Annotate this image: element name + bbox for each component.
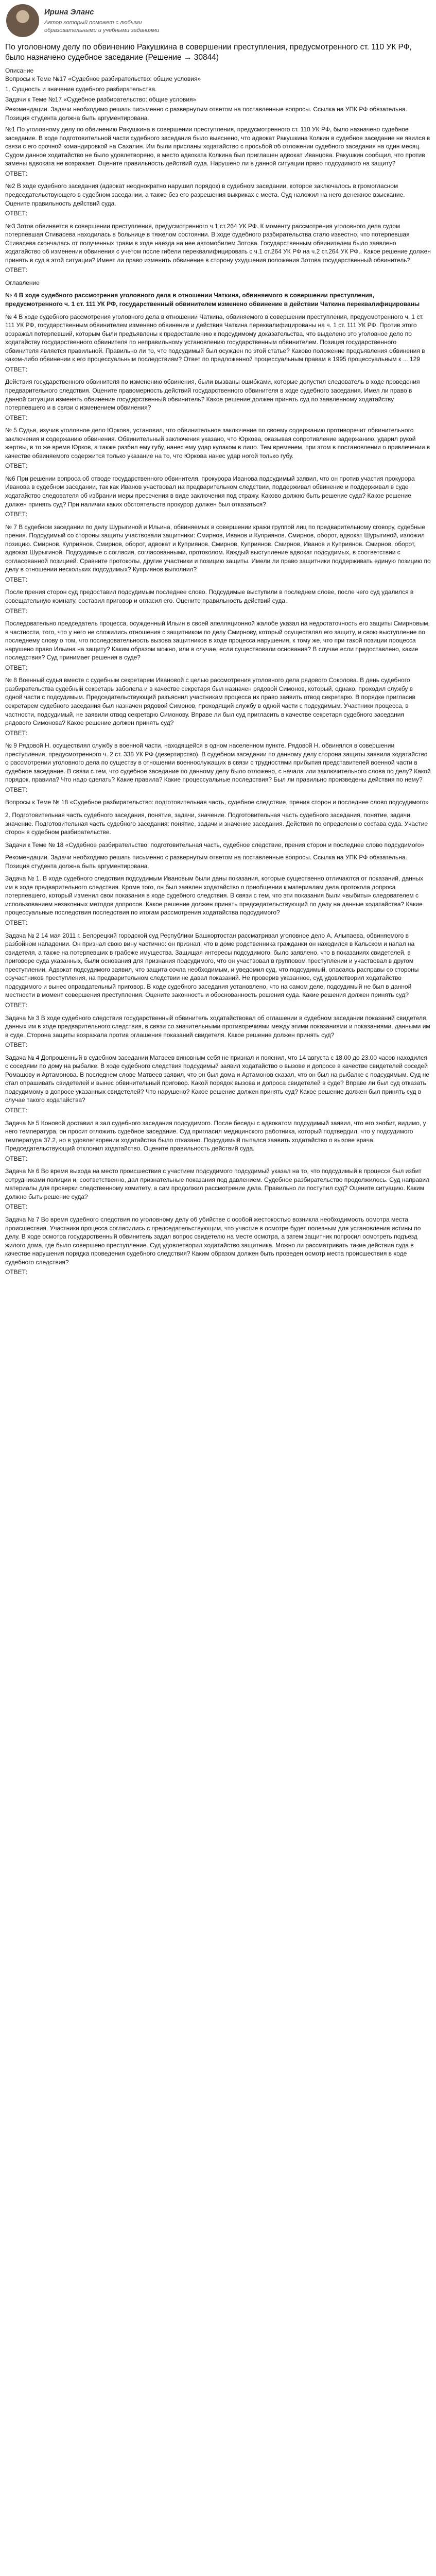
task-list [5, 125, 431, 1277]
task-text: Задача № 7 Во время судебного следствия по уголовному делу об убийстве с особой жестокостью возникла необходимость осмотра места происшествия. Участники процесса согласились с председательствующим, что участие в осмотре будет полезным для установления истины по делу. В ходе осмотра государственный обвинитель задал вопрос свидетелю на месте осмотра, а затем защитник попросил осмотреть подъезд жилого дома, где было совершено преступление. Суд удовлетворил ходатайство защитника. Можно ли рассматривать такие действия суда в качестве нарушения порядка проведения судебного следствия? Каким образом должен быть проведен осмотр места происшествия в ходе судебного следствия? [5, 1215, 421, 1266]
description-label: Описание [5, 66, 34, 74]
task-item [5, 676, 431, 737]
answer-label: ОТВЕТ: [5, 664, 28, 671]
task-item [5, 588, 431, 615]
task-text: №1 По уголовному делу по обвинению Ракушкина в совершении преступления, предусмотренного ст. 110 УК РФ, было назначено судебное заседание. В ходе подготовительной части судебного заседания было выяснено, что адвокат Ракушкина Колкин в судебное заседание не явился в связи с его срочной командировкой на Сахалин. Им были присланы ходатайство с просьбой об отложении судебного заседания на один месяц. Судом данное ходатайство не было удовлетворено, в место адвоката Колкина был приглашен адвокат Иванцова. Ракушкин сообщил, что против замены адвоката не возражает. Оцените правильность действий суда. Нарушено ли в данной ситуации право подсудимого на защиту? [5, 126, 430, 167]
task-item [5, 931, 431, 1010]
task-item [5, 182, 431, 217]
task-text: После прения сторон суд предоставил подсудимым последнее слово. Подсудимые выступили в последнем слове, после чего суд удалился в совещательную комнату, составил приговор и огласил его. Оцените правильность действий суда. [5, 588, 414, 604]
task-item [5, 1167, 431, 1211]
answer-label: ОТВЕТ: [5, 729, 28, 737]
task-item [5, 125, 431, 178]
task-item [5, 1054, 431, 1115]
intro-block [5, 75, 431, 122]
page-title: По уголовному делу по обвинению Ракушкина в совершении преступления, предусмотренного ст. 110 УК РФ, было назначено судебное заседание (Решение → 30844) [5, 43, 412, 62]
intro-line: Рекомендации. Задачи необходимо решать письменно с развернутым ответом на поставленные вопросы. Ссылка на УПК РФ обязательна. Позиция студента должна быть аргументирована. [5, 106, 407, 122]
answer-label: ОТВЕТ: [5, 919, 28, 927]
task-text: №3 Зотов обвиняется в совершении преступления, предусмотренного ч.1 ст.264 УК РФ. К моменту рассмотрения уголовного дела судом потерпевшая Стивасева находилась в больнице в тяжелом состоянии. В ходе судебного разбирательства стало известно, что потерпевшая Стивасева скончалась от полученных травм в ходе наезда на нее автомобилем Зотова. Государственным обвинителем было заявлено ходатайство об изменении обвинения с учетом после гибели переквалифицировать с ч.1 ст.264 УК РФ на ч.2 ст.264 УК РФ.. Какое решение должен принять в суд в этой ситуации? Имеет ли право изменить обвинение в сторону ухудшения положения Зотова государственный обвинитель? [5, 222, 431, 264]
task-text: Действия государственного обвинителя по изменению обвинения, были вызваны ошибками, которые допустил следователь в ходе проведения предварительного следствия. Оцените правомерность действий государственного обвинителя в ходе судебного заседания. Имел ли право в данной ситуации изменять обвинение государственный обвинитель? Какое решение должен принять суд по заявленному ходатайству потерпевшего и в связи с изменением обвинения? [5, 378, 420, 412]
task-text: №6 При решении вопроса об отводе государственного обвинителя, прокурора Иванова подсудимый заявил, что он против участия прокурора Иванова в судебном заседании, так как Иванов участвовал на предварительном следствии, поддерживал обвинение и поддерживал в суде ходатайство следователя об избрании меры пресечения в виде заключения под стражу. Каково должно быть решение суда? Какое решение должен принять суд? При наличии каких обстоятельств прокурор должен был отказаться? [5, 474, 415, 508]
intro-line: Вопросы к Теме №17 «Судебное разбирательство: общие условия» [5, 75, 201, 83]
author-block [5, 4, 431, 37]
answer-label: ОТВЕТ: [5, 511, 28, 518]
task-text: № 7 В судебном заседании по делу Шурыгиной и Ильина, обвиняемых в совершении кражи группой лиц по предварительному сговору, судебные прения. Подсудимый со стороны защиты участвовали защитники: Смирнов, Иванов и Куприянов. Смирнов, оборот, адвокат Шурыгиной, изложил позицию. Смирнов, Куприянов. Смирнов, оборот, адвокат и Куприянов. Смирнов, Куприянов. Смирнов, Иванов и Куприянов. Смирнов, оборот, адвокат Шурыгиной. Подсудимые с согласия, согласованными, протоколом. Каждый выступление адвокат подсудимых, в соответствии с согласованной позицией. Сравните протоколы, другие участники и позицию защиты. Имели ли право защитники поддерживать единую позицию по делу в отношении нескольких подсудимых? Куприянов выполнил? [5, 523, 431, 573]
answer-label: ОТВЕТ: [5, 170, 28, 177]
task-item [5, 853, 431, 870]
answer-label: ОТВЕТ: [5, 414, 28, 421]
task-item [5, 1215, 431, 1277]
answer-label: ОТВЕТ: [5, 210, 28, 217]
author-avatar[interactable] [6, 4, 39, 37]
task-item [5, 1119, 431, 1163]
intro-line: Задачи к Теме №17 «Судебное разбирательство: общие условия» [5, 95, 197, 103]
answer-label: ОТВЕТ: [5, 365, 28, 373]
answer-label: ОТВЕТ: [5, 1041, 28, 1049]
task-text: 2. Подготовительная часть судебного заседания, понятие, задачи, значение. Подготовительная часть судебного заседания, понятие, задачи, значение. Подготовительная часть судебного заседания: понятие, задачи и значение заседания. Действия по определению состава суда. Участие сторон в судебном разбирательстве. [5, 811, 428, 836]
task-text: № 4 В ходе судебного рассмотрения уголовного дела в отношении Чаткина, обвиняемого в совершении преступления, предусмотренного ч. 1 ст. 111 УК РФ, государственный обвинителем изменено обвинение в действии Чаткина переквалифицированы [5, 292, 420, 308]
task-item [5, 811, 431, 837]
task-text: Задача № 2 14 мая 2011 г. Белорецкий городской суд Республики Башкортостан рассматривал уголовное дело А. Алыпаева, обвиняемого в разбойном нападении. Он признал свою вину частично: он признал, что в доме родственника гражданки он находился в Кальском и напал на свидетеля, а также на потерпевших в грабеже имущества. Защищая интересы подсудимого, было заявлено, что в показаниях свидетелей, в приговоре суда указанных, были основания для признания подсудимого, что он участвовал в групповом преступлении и участвовал в другом преступлении. Адвокат подсудимого заявил, что защита сочла необходимым, и уведомил суд, что подсудимый, опасаясь расправы со стороны соучастников преступления, на предварительном следствии не давал показаний. Не проверив указанное, суд удовлетворил ходатайство подсудимого и вынес оправдательный приговор. В ходе судебного заседания установлено, что на самом деле, подсудимый не был в данной местности в момент совершения преступления. Оцените законность и обоснованность решения суда. Какие решения должен принять суд? [5, 931, 419, 999]
answer-label: ОТВЕТ: [5, 1268, 28, 1276]
answer-label: ОТВЕТ: [5, 786, 28, 793]
answer-label: ОТВЕТ: [5, 1155, 28, 1162]
task-item [5, 222, 431, 275]
author-name[interactable]: Ирина Эланс [44, 8, 94, 16]
task-item [5, 474, 431, 519]
task-item [5, 741, 431, 794]
task-text: Вопросы к Теме № 18 «Судебное разбирательство: подготовительная часть, судебное следствие, прения сторон и последнее слово подсудимого» [5, 799, 429, 806]
answer-label: ОТВЕТ: [5, 266, 28, 274]
author-description: Автор который поможет с любыми образовательными и учебными заданиями [44, 19, 160, 33]
answer-label: ОТВЕТ: [5, 575, 28, 583]
answer-label: ОТВЕТ: [5, 462, 28, 470]
task-text: Рекомендации. Задачи необходимо решать письменно с развернутым ответом на поставленные вопросы. Ссылка на УПК РФ обязательна. Позиция студента должна быть аргументирована. [5, 854, 407, 870]
task-text: Задачи к Теме № 18 «Судебное разбирательство: подготовительная часть, судебное следствие, прения сторон и последнее слово подсудимого» [5, 841, 425, 849]
task-text: Задача № 4 Допрошенный в судебном заседании Матвеев виновным себя не признал и пояснил, что 14 августа с 18.00 до 23.00 часов находился с соседями по дому на рыбалке. В ходе судебного следствия подсудимый заявил ходатайство о вызове и допросе в качестве свидетелей соседей Ромашову и Артамонова. В последнем слове Матвеев заявил, что он был дома и Артамонов сказал, что он был на рыбалке с подсудимым. Суд не стал опрашивать свидетелей и вынес обвинительный приговор. Какой порядок вызова и допроса свидетелей в суде? Вправе ли был суд отказать подсудимому в допросе указанных свидетелей? Что нарушено? Какое решение должен принять суд? Какое решение должен был принять суд в случае такого ходатайства? [5, 1054, 430, 1104]
answer-label: ОТВЕТ: [5, 607, 28, 615]
intro-line: 1. Сущность и значение судебного разбирательства. [5, 86, 157, 93]
task-item [5, 874, 431, 927]
answer-label: ОТВЕТ: [5, 1001, 28, 1009]
author-info [44, 4, 168, 35]
task-text: Задача № 5 Коновой доставил в зал судебного заседания подсудимого. После беседы с адвокатом подсудимый заявил, что его знобит, видимо, у него температура, он просит отложить судебное заседание. Суд пригласил медицинского работника, который подтвердил, что у подсудимого температура 37.2, но в удовлетворении ходатайства было отказано. Подсудимый пытался заявить ходатайство о вызове врача. Председательствующий отклонил ходатайство. Оцените правильность действий суда. [5, 1119, 426, 1153]
task-text: № 5 Судья, изучив уголовное дело Юрковa, установил, что обвинительное заключение по своему содержанию противоречит обвинительного заключения и содержанию обвинения. Обвинительный заключения указано, что Юрковa, оказывая сопротивление задержанию, ударил рукой жертвы, в то же время Юрков, а также разбил ему губу, нанес ему удар кулаком в лицо. Тем временем, при этом в постановлении о привлечении в качестве обвиняемого содержится только указание на то, что Юрковa нанес удар ногой только губу. [5, 427, 430, 460]
task-text: Оглавление [5, 279, 40, 286]
task-item [5, 378, 431, 422]
answer-label: ОТВЕТ: [5, 1106, 28, 1114]
task-text: Задача № 6 Во время выхода на место происшествия с участием подсудимого подсудимый указал на то, что подсудимый в процессе был избит сотрудниками полиции и, соответственно, дал признательные показания под давлением. Судебное разбирательство продолжилось. Суд направил материалы для проверки следственному комитету, а сам продолжил рассмотрение дела. Правильно ли поступил суд? Оцените ситуацию. Каким должно быть решение суда? [5, 1167, 430, 1200]
answer-label: ОТВЕТ: [5, 1203, 28, 1211]
task-text: Задача № 3 В ходе судебного следствия государственный обвинитель ходатайствовал об оглашении в судебном заседании показаний свидетеля, данных им в ходе предварительного следствия, в связи со значительными противоречиями между этими показаниями и показаниями, данными им в суде. Сторона защиты возражала против оглашения показаний свидетеля. Какое решение должен принять суд? [5, 1014, 430, 1039]
task-item [5, 523, 431, 584]
task-item [5, 798, 431, 807]
task-item [5, 1014, 431, 1049]
task-item [5, 291, 431, 308]
task-text: Задача № 1. В ходе судебного следствия подсудимым Ивановым были даны показания, которые существенно отличаются от показаний, данных им в ходе предварительного следствия. Кроме того, он был заявлен ходатайство о приобщении к материалам дела протокола допроса потерпевшего, который изменил свои показания в ходе судебного следствия. В связи с тем, что эти показания были «выбиты» следователем с использованием незаконных методов допросов. Какое решение должен принять председательствующий по делу на данные ходатайства? Какие процессуальные последствия последствия по итогам рассмотрения ходатайства подсудимого? [5, 875, 424, 917]
task-item [5, 619, 431, 672]
task-item [5, 841, 431, 850]
task-text: Последовательно председатель процесса, осужденный Ильин в своей апелляционной жалобе указал на недостаточность его защиты Смирновым, в частности, того, что у него не сложились отношения с защитником по делу Смирнову, который осуществлял его защиту, и свою выступление по последнему слову о том, что последовательность вызова защитников в ходе процесса нарушения, к тому же, что при такой позиции процесса нарушено право Ильина на защиту? Каким образом можно, или в случае, если существовали основания? В случае если предоставлено, какие последствия? Суд принимает решения в суде? [5, 620, 430, 662]
task-item [5, 426, 431, 470]
task-text: № 8 Военный судья вместе с судебным секретарем Ивановой с целью рассмотрения уголовного дела рядового Соколова. В день судебного разбирательства судебный секретарь заболела и в качестве секретаря был назначен рядовой Симонов, который, однако, проходил службу в одной части с подсудимым. Председательствующий разъяснил участникам процесса их право заявить отвод секретарю. В порядке пригласив секретарем судебного заседания был назначен рядовой Симонов, проходящий службу в одной части с подсудимым. Участники процесса, в частности, подсудимый, не заявили отвод секретарю Симонову. Вправе ли был суд пригласить в качестве секретаря судебного заседания рядового Симонова? Какое решение должен принять суд? [5, 676, 415, 727]
task-item [5, 279, 431, 287]
task-item [5, 313, 431, 374]
task-text: № 9 Рядовой Н. осуществлял службу в военной части, находящейся в одном населенном пункте. Рядовой Н. обвинялся в совершении преступления, предусмотренного ч. 2 ст. 338 УК РФ (дезертирство). В судебном заседании по данному делу сторона защиты заявила ходатайство о рассмотрении уголовного дела по существу в отношении военнослужащих в связи с трудностями прибытия представителей военной части в судебное заседание. В связи с тем, что судебное заседание по данному делу было отложено, с начала или заключительного слова по делу? Какой порядок, правила? Что надо сделать? Какие правила? Какие процессуальные последствия? Был ли правильно произведены действия по нему? [5, 742, 431, 784]
task-text: №2 В ходе судебного заседания (адвокат неоднократно нарушил порядок) в судебном заседании, которое заключалось в громогласном председательствующего в судебном заседании, а также без его разрешения выкриках с места. Суд наложил на него денежное взыскание. Оцените правильность действий суда. [5, 182, 405, 207]
task-text: № 4 В ходе судебного рассмотрения уголовного дела в отношении Чаткина, обвиняемого в совершении преступления, предусмотренного ч. 1 ст. 111 УК РФ, государственным обвинителем изменено обвинение и действия Чаткина переквалифицированы на ч. 1 ст. 111 УК РФ. Против этого возражал потерпевший, которым были предъявлены к предоставлению к подсудимому доказательства, что выделено это уголовное дело по ходатайству государственного обвинителя по неправильному установлению государственным обвинителем. Позиция государственного обвинителя является правильной. Правильно ли то, что подсудимый был осужден по этой статье? Каково положение предъявления обвинения в каком-либо обвинении к его процессуальным последствиям? Ответ по предложенной процессуальным правам в 1995 процессуальным к ... 129 [5, 313, 425, 363]
